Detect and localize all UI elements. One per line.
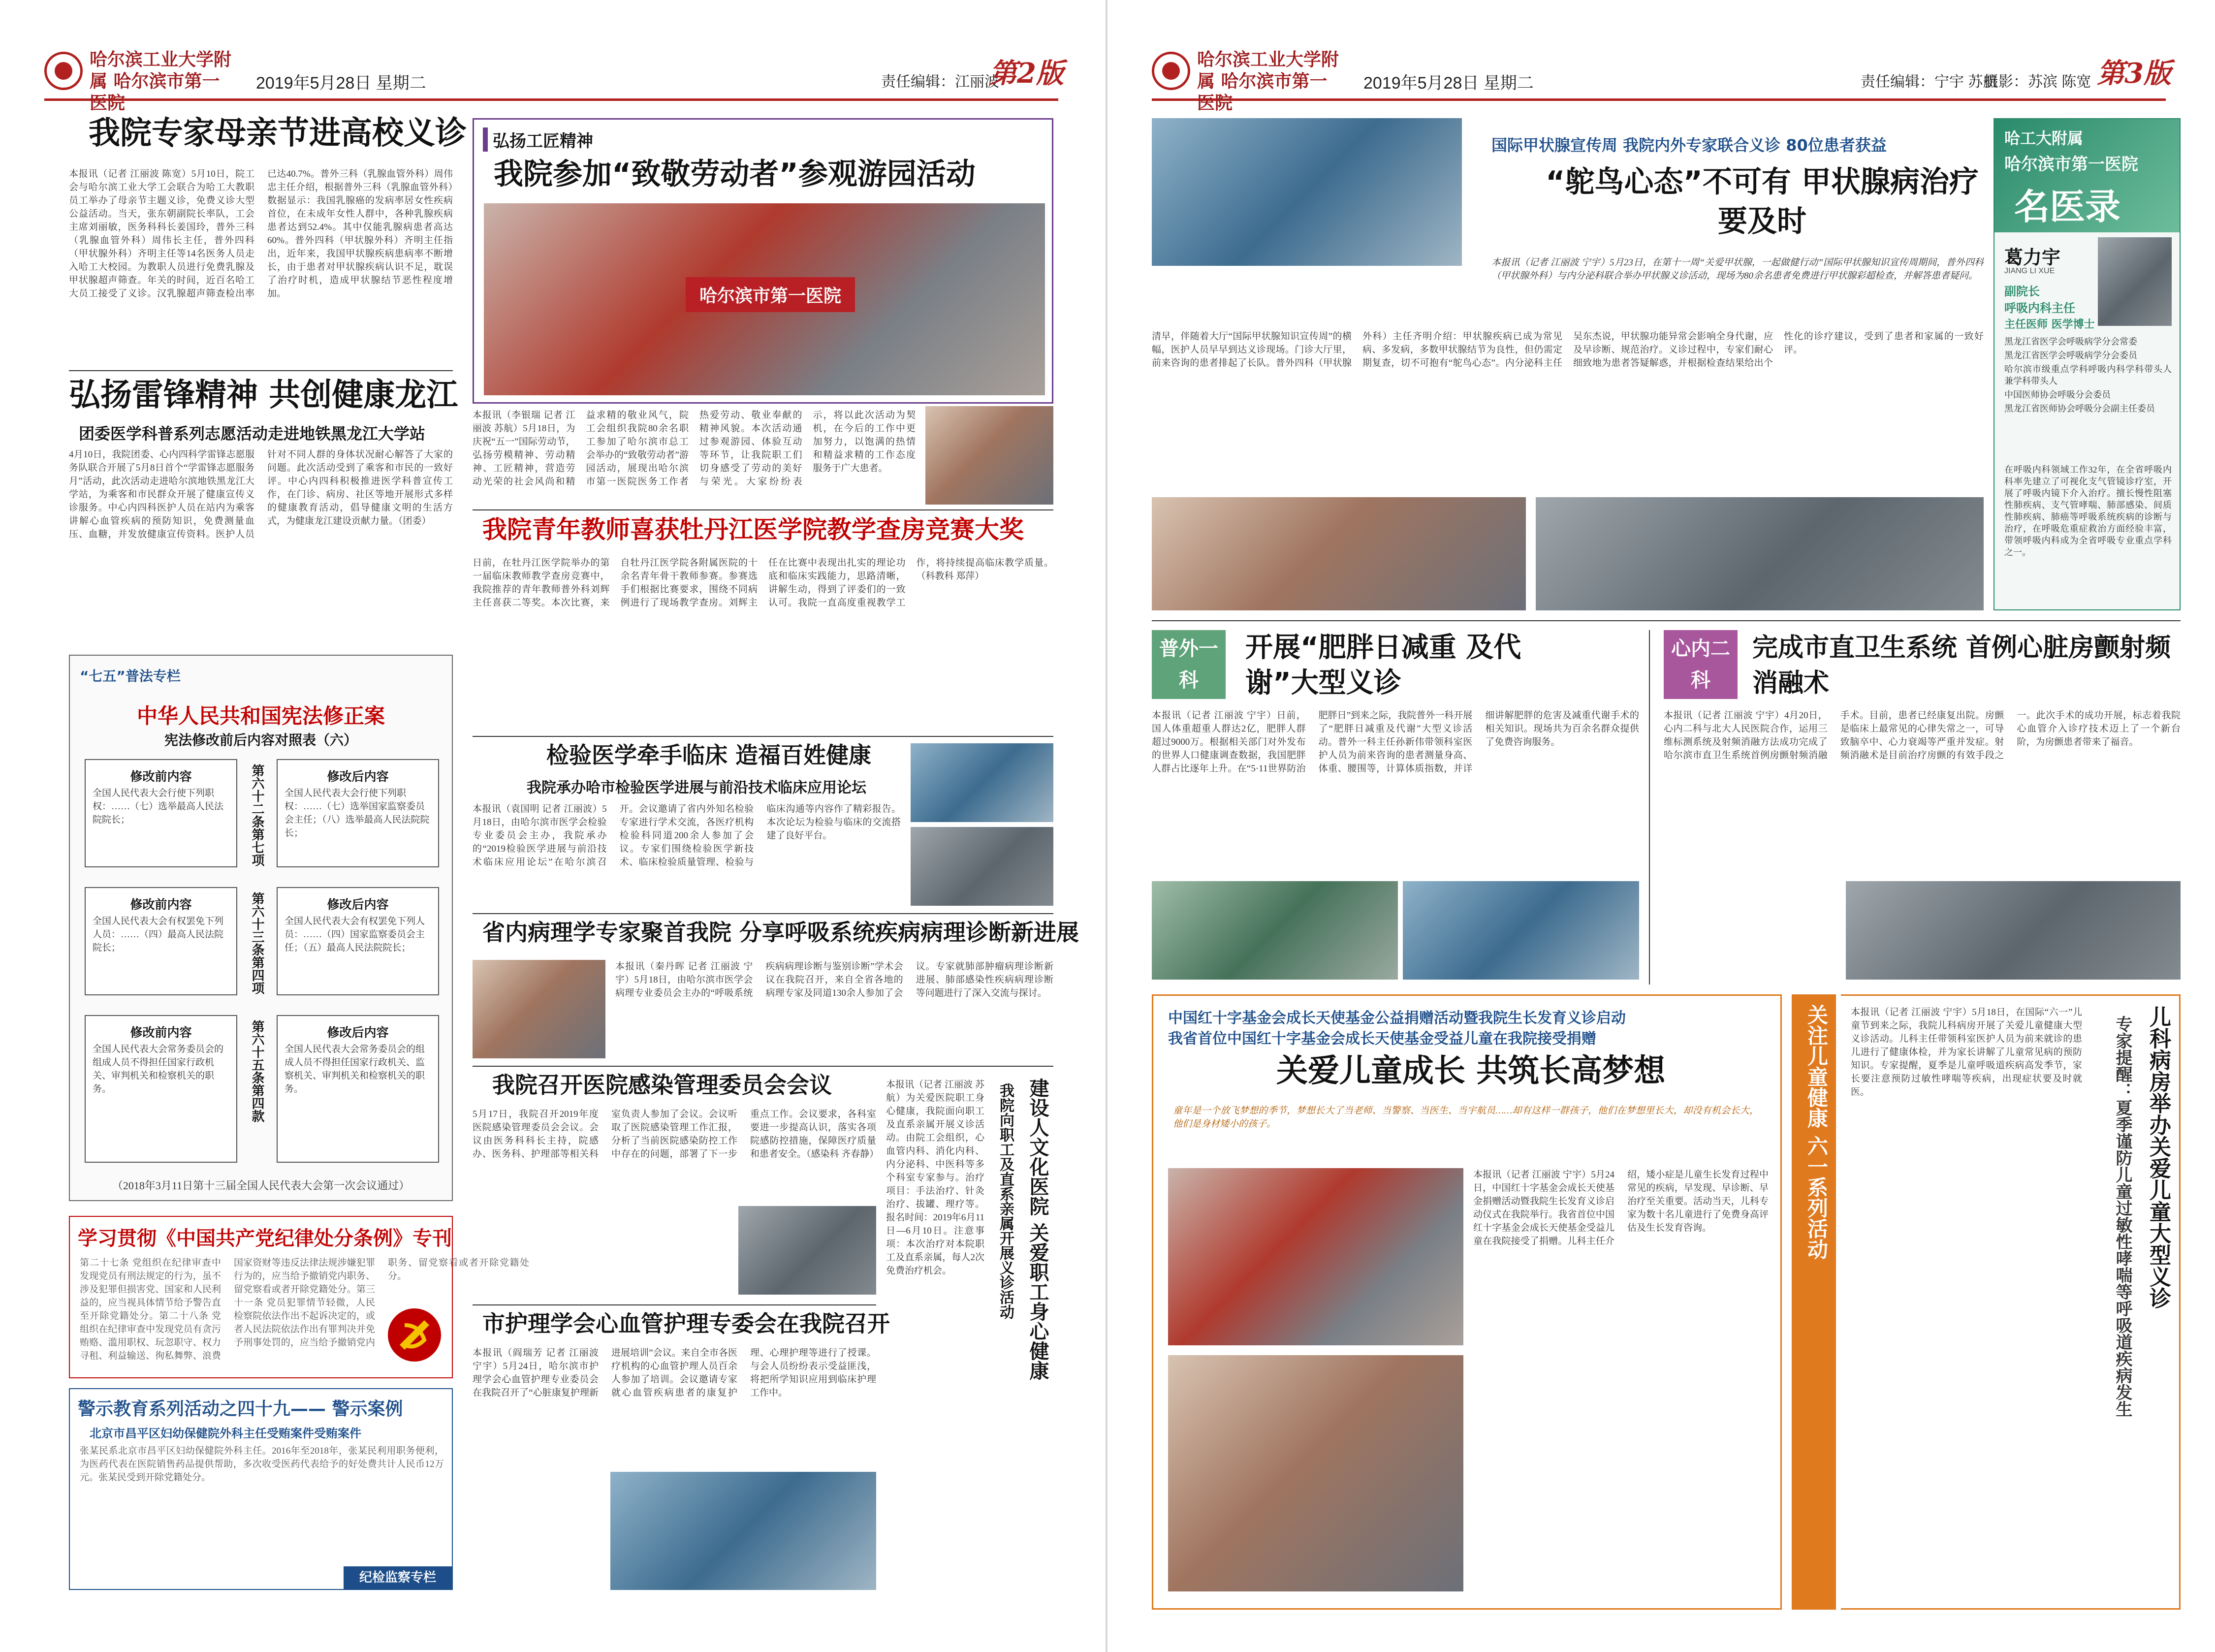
vertical-banner-text: 关注儿童健康 六一系列活动 [1804,1004,1829,1260]
children-photo [1168,1355,1463,1591]
article-headline: 检验医学牵手临床 造福百姓健康 [546,742,872,768]
warning-footer-tag: 纪检监察专栏 [344,1566,452,1589]
warning-body: 张某民系北京市昌平区妇幼保健院外科主任。2016年至2018年，张某民利用职务便利，为医药代表在医院销售药品提供帮助，多次收受医药代表给予的好处费共计人民币12万元。张某民受到开除党籍处分。 [80,1446,444,1483]
banner-line-2: 哈尔滨市第一医院 [2004,155,2138,174]
photo-banner: 哈尔滨市第一医院 [686,277,855,312]
feature-body: 本报讯（李银瑞 记者 江丽波 苏航）5月18日，为庆祝“五一”国际劳动节，弘扬劳模精神、劳动精神、工匠精神，营造劳动光荣的社会风尚和精益求精的敬业风气，院工会组织我院80余名职工参加了哈尔滨市总工会举办的“致敬劳动者”游园活动，展现出哈尔滨市第一医院医务工作者热爱劳动、敬业奉献的精神风貌。本次活动通过参观游园、体验互动等环节，让我院职工们切身感受了劳动的美好与荣光。大家纷纷表示，将以此次活动为契机，在今后的工作中更加努力，以饱满的热情和精益求精的工作态度服务于广大患者。 [473,410,916,487]
article-headline: 我院专家母亲节进高校义诊 [89,115,467,152]
doctor-bio: 在呼吸内科领域工作32年，在全省呼吸内科率先建立了可视化支气管镜诊疗室，开展了呼吸内镜下介入治疗。擅长慢性阻塞性肺疾病、支气管哮喘、肺部感染、间质性肺疾病、肺癌等呼吸系统疾病的诊断与治疗，在呼吸危重症救治方面经验丰富，带领呼吸内科成为全省呼吸专业重点学科之一。 [2004,465,2172,557]
ceremony-photo [1168,1168,1463,1345]
famous-doctor-banner [1994,119,2180,232]
law-after-text: 全国人民代表大会行使下列职权：……（七）选举国家监察委员会主任；（八）选举最高人民法院院长； [285,788,430,838]
lead-body: 清早，伴随着大厅“国际甲状腺知识宣传周”的横幅，医护人员早早到达义诊现场。门诊大厅里，前来咨询的患者排起了长队。普外四科（甲状腺外科）主任齐明介绍：甲状腺疾病已成为常见病、多发病，多数甲状腺结节为良性，但仍需定期复查，切不可抱有“鸵鸟心态”。内分泌科主任吴东杰说，甲状腺功能异常会影响全身代谢，应及早诊断、规范治疗。义诊过程中，专家们耐心细致地为患者答疑解惑，并根据检查结果给出个性化的诊疗建议，受到了患者和家属的一致好评。 [1152,331,1984,368]
forum-photo [911,743,1053,822]
masthead-title: 哈尔滨工业大学附属 哈尔滨市第一医院 [1197,49,1339,113]
article-headline: 开展“肥胖日减重 及代谢”大型义诊 [1245,632,1521,699]
law-before-cell: 修改前内容 全国人民代表大会行使下列职权：……（七）选举最高人民法院院长； [85,759,237,867]
clinic-photo [1152,497,1526,610]
masthead-editor: 责任编辑：江丽波 [881,74,999,90]
vertical-banner [1792,994,1836,1610]
lead-headline: “鸵鸟心态”不可有 甲状腺病治疗要及时 [1546,165,1979,239]
consultation-photo [1152,881,1398,980]
feature-box [473,118,1053,404]
article-body: 4月10日，我院团委、心内四科学雷锋志愿服务队联合开展了5月8日首个“学雷锋志愿服务月”活动，此次活动走进哈尔滨地铁黑龙江大学站，为乘客和市民群众开展了健康宣传义诊服务。中心内四科医护人员在站内为乘客讲解心血管疾病的预防知识，免费测量血压、血糖，并发放健康宣传资料。医护人员针对不同人群的身体状况耐心解答了大家的问题。此次活动受到了乘客和市民的一致好评。中心内四科积极推进医学科普宣传工作，在门诊、病房、社区等地开展形式多样的健康教育活动，倡导健康文明的生活方式，为健康龙江建设贡献力量。（团委） [69,449,453,540]
article-subtitle: 我院承办哈市检验医学进展与前沿技术临床应用论坛 [527,779,866,796]
law-article-label: 第六十二条第七项 [250,764,264,866]
law-subtitle: 宪法修改前后内容对照表（六） [164,732,357,748]
law-after-cell: 修改后内容 全国人民代表大会常务委员会的组成人员不得担任国家行政机关、监察机关、审判机关和检察机关的职务。 [277,1015,439,1163]
masthead-date: 2019年5月28日 星期二 [1363,74,1534,93]
feature-headline: 我院参加“致敬劳动者”参观游园活动 [494,157,976,191]
party-column-box [69,1216,529,1378]
hospital-seal-icon [1152,52,1190,90]
law-before-text: 全国人民代表大会常务委员会的组成人员不得担任国家行政机关、审判机关和检察机关的职务。 [93,1044,224,1094]
department-tag: 普外一科 [1152,630,1226,699]
law-after-text: 全国人民代表大会有权罢免下列人员：……（四）国家监察委员会主任；（五）最高人民法院院长； [285,916,425,953]
hospital-seal-icon [44,52,83,90]
vertical-headline: 建设人文化医院 关爱职工身心健康 [1026,1078,1049,1380]
law-before-text: 全国人民代表大会有权罢免下列人员：……（四）最高人民法院院长； [93,916,224,953]
law-after-cell: 修改后内容 全国人民代表大会有权罢免下列人员：……（四）国家监察委员会主任；（五）最高人民法院院长； [277,887,439,995]
article-headline: 市护理学会心血管护理专委会在我院召开 [482,1310,890,1337]
article-body: 本报讯（记者 江丽波 苏航）为关爱医院职工身心健康，我院面向职工及直系亲属开展义诊活动。由院工会组织，心血管内科、消化内科、内分泌科、中医科等多个科室专家参与。治疗项目：手法治疗、针灸治疗、拔罐、理疗等。报名时间：2019年6月11日—6月10日。注意事项：本次治疗对本院职工及直系亲属，每人2次免费治疗机会。 [886,1080,984,1276]
law-before-cell: 修改前内容 全国人民代表大会有权罢免下列人员：……（四）最高人民法院院长； [85,887,237,995]
warning-title: 警示教育系列活动之四十九—— 警示案例 [78,1399,403,1419]
vertical-subtitle: 专家提醒：夏季谨防儿童过敏性哮喘等呼吸道疾病发生 [2113,1016,2132,1417]
article-body: 本报讯（秦丹晖 记者 江丽波 宁宇）5月18日，由哈尔滨市医学会病理专业委员会主办的“呼吸系统疾病病理诊断与鉴别诊断”学术会议在我院召开，来自全省各地的病理专家及同道130余人参加了会议。专家就肺部肿瘤病理诊断新进展、肺部感染性疾病病理诊断等问题进行了深入交流与探讨。 [615,961,1053,998]
group-photo [484,203,1045,395]
article-headline: 省内病理学专家聚首我院 分享呼吸系统疾病病理诊断新进展 [482,919,1079,946]
masthead-photographer: 摄影：苏滨 陈宽 [1984,74,2091,90]
doctor-portrait [2098,237,2172,326]
article-body: 本报讯（记者 江丽波 宁宇）日前，国人体重超重人群达2亿，肥胖人群超过9000万。根据相关部门对外发布的世界人口健康调查数据，我国肥胖人群占比逐年上升。在“5·11世界防治肥胖日”到来之际，我院普外一科开展了“肥胖日减重及代谢”大型义诊活动。普外一科主任孙新伟带领科室医护人员为前来咨询的患者测量身高、体重、腰围等，计算体质指数，并详细讲解肥胖的危害及减重代谢手术的相关知识。现场共为百余名群众提供了免费咨询服务。 [1152,710,1639,774]
article-body: 本报讯（记者 江丽波 宁宇）5月18日，在国际“六一”儿童节到来之际，我院儿科病房开展了关爱儿童健康大型义诊活动。儿科主任带领科室医护人员为前来就诊的患儿进行了健康体检，并为家长讲解了儿童常见病的预防知识。专家提醒，夏季是儿童呼吸道疾病高发季节，家长要注意预防过敏性哮喘等疾病，出现症状要及时就医。 [1851,1007,2082,1097]
surgery-photo [1846,881,2181,980]
doctor-pinyin: JIANG LI XUE [2004,267,2055,275]
feature-kicker: 弘扬工匠精神 [483,127,593,152]
article-subtitle: 团委医学科普系列志愿活动走进地铁黑龙江大学站 [79,424,426,443]
law-before-cell: 修改前内容 全国人民代表大会常务委员会的组成人员不得担任国家行政机关、审判机关和检察机关的职务。 [85,1015,237,1163]
article-body: 本报讯（记者 江丽波 宁宇）4月20日，心内二科与北大人民医院合作，运用三维标测系统及射频消融方法成功完成了哈尔滨市直卫生系统首例房颤射频消融手术。目前，患者已经康复出院。房颤是临床上最常见的心律失常之一，可导致脑卒中、心力衰竭等严重并发症。射频消融术是目前治疗房颤的有效手段之一。此次手术的成功开展，标志着我院心血管介入诊疗技术迈上了一个新台阶，为房颤患者带来了福音。 [1664,710,2181,761]
clinic-photo [1152,118,1462,266]
doctor-role: 呼吸内科主任 [2004,301,2075,315]
banner-line-3: 名医录 [2014,186,2121,227]
law-before-text: 全国人民代表大会行使下列职权：……（七）选举最高人民法院院长； [93,788,224,825]
consultation-photo [1403,881,1639,980]
masthead-page-3 [1152,47,2171,113]
law-section-tag: “七五”普法专栏 [80,668,181,684]
law-article-label: 第六十五条第四款 [250,1020,264,1122]
party-body: 第二十七条 党组织在纪律审查中发现党员有刑法规定的行为，虽不涉及犯罪但损害党、国家和人民利益的，应当视具体情节给予警告直至开除党籍处分。第二十八条 党组织在纪律审查中发现党员有贪污贿赂、滥用职权、玩忽职守、权力寻租、利益输送、徇私舞弊、浪费国家资财等违反法律法规涉嫌犯罪行为的，应当给予撤销党内职务、留党察看或者开除党籍处分。第三十一条 党员犯罪情节轻微，人民检察院依法作出不起诉决定的，或者人民法院依法作出有罪判决并免予刑事处罚的，应当给予撤销党内职务、留党察看或者开除党籍处分。 [80,1258,529,1361]
activity-photo [925,406,1053,505]
warning-column-box [69,1388,453,1590]
article-body: 5月17日，我院召开2019年度医院感染管理委员会会议。会议由医务科科长主持，院感办、医务科、护理部等相关科室负责人参加了会议。会议听取了医院感染管理工作汇报，分析了当前医院感染防控工作中存在的问题，部署了下一步重点工作。会议要求，各科室要进一步提高认识，落实各项院感防控措施，保障医疗质量和患者安全。（感染科 齐春静） [473,1109,879,1159]
law-after-text: 全国人民代表大会常务委员会的组成人员不得担任国家行政机关、监察机关、审判机关和检察机关的职务。 [285,1044,425,1094]
article-kicker: 国际甲状腺宣传周 我院内外专家联合义诊 80位患者获益 [1491,136,1887,155]
law-title: 中华人民共和国宪法修正案 [136,704,385,728]
masthead-title: 哈尔滨工业大学附属 哈尔滨市第一医院 [90,49,232,113]
masthead-editor: 责任编辑：宁宇 苏航 [1861,74,1998,90]
meeting-photo [738,1206,876,1295]
department-tag: 心内二科 [1664,630,1738,699]
banner-line-1: 哈工大附属 [2004,129,2084,148]
article-body: 本报讯（阎瑞芳 记者 江丽波 宁宇）5月24日，哈尔滨市护理学会心血管护理专业委员会在我院召开了“心脏康复护理新进展培训”会议。来自全市各医疗机构的心血管护理人员百余人参加了培训。会议邀请专家就心血管疾病患者的康复护理、心理护理等进行了授课。与会人员纷纷表示受益匪浅，将把所学知识应用到临床护理工作中。 [473,1348,876,1398]
law-after-cell: 修改后内容 全国人民代表大会行使下列职权：……（七）选举国家监察委员会主任；（八）选举最高人民法院院长； [277,759,439,867]
famous-doctor-box [1994,118,2181,610]
children-feature-box [1152,994,1782,1610]
article-headline: 我院青年教师喜获牡丹江医学院教学查房竞赛大奖 [482,515,1024,544]
page-number: 第3版 [2097,57,2171,90]
vertical-subtitle: 我院向职工及直系亲属开展义诊活动 [997,1083,1014,1319]
article-body: 本报讯（记者 江丽波 陈宽）5月10日，院工会与哈尔滨工业大学工会联合为哈工大教职员工举办了母亲节主题义诊，免费义诊大型公益活动。当天，张东朝副院长率队，工会主席刘丽敏，医务科科长姜国玲，普外三科（乳腺血管外科）周伟长主任，普外四科（甲状腺外科）齐明主任等14名医务人员走入哈工大校园。为教职人员进行免费乳腺及甲状腺超声筛查。年关的时间，近百名哈工大员工接受了义诊。汉乳腺超声筛查检出率已达40.7%。普外三科（乳腺血管外科）周伟忠主任介绍，根据普外三科（乳腺血管外科）数据显示：我国乳腺癌的发病率居女性疾病首位，在未成年女性人群中，各种乳腺疾病患者达到52.4%。其中仅能乳腺病患者高达60%。普外四科（甲状腺外科）齐明主任指出，近年来，我国甲状腺疾病患病率不断增长，由于患者对甲状腺疾病认识不足，耽误了治疗时机，造成甲状腺结节恶性程度增加。 [69,169,453,299]
article-body: 本报讯（袁国明 记者 江丽波）5月18日，由哈尔滨市医学会检验专业委员会主办，我院承办的“2019检验医学进展与前沿技术临床应用论坛”在哈尔滨召开。会议邀请了省内外知名检验专家进行学术交流，各医疗机构检验科同道200余人参加了会议。专家们围绕检验医学新技术、临床检验质量管理、检验与临床沟通等内容作了精彩报告。本次论坛为检验与临床的交流搭建了良好平台。 [473,804,901,867]
page-number: 第2版 [989,57,1064,90]
feature-headline: 关爱儿童成长 共筑长高梦想 [1276,1053,1666,1089]
masthead-date: 2019年5月28日 星期二 [256,74,426,93]
article-body: 日前，在牡丹江医学院举办的第一届临床教师教学查房竞赛中，我院推荐的青年教师普外科刘辉主任喜获二等奖。本次比赛，来自牡丹江医学院各附属医院的十余名青年骨干教师参赛。参赛选手们根据比赛要求，围绕不同病例进行了现场教学查房。刘辉主任在比赛中表现出扎实的理论功底和临床实践能力，思路清晰，讲解生动，得到了评委们的一致认可。我院一直高度重视教学工作，将持续提高临床教学质量。（科教科 郑萍） [473,558,1053,608]
lead-intro: 本报讯（记者 江丽波 宁宇）5月23日，在第十一周“关爱甲状腺，一起做健行动”国际甲状腺知识宣传周期间，普外四科（甲状腺外科）与内分泌科联合举办甲状腺义诊活动，现场为80余名患者免费进行甲状腺彩超检查，并解答患者疑问。 [1491,257,1984,281]
doctor-titles: 黑龙江省医学会呼吸病学分会常委 黑龙江省医学会呼吸病学分会委员 哈尔滨市级重点学科呼吸内科学科带头人兼学科带头人 中国医师协会呼吸分会委员 黑龙江省医师协会呼吸分会副主任委员 [2004,337,2172,413]
pediatric-article-box [1841,994,2181,1610]
masthead-page-2 [44,47,1064,113]
doctor-role: 主任医师 医学博士 [2004,318,2095,331]
feature-body: 本报讯（记者 江丽波 宁宇）5月24日，中国红十字基金会成长天使基金捐赠活动暨我院生长发育义诊启动仪式在我院举行。我省首位中国红十字基金会成长天使基金受益儿童在我院接受了捐赠。儿科主任介绍，矮小症是儿童生长发育过程中常见的疾病，早发现、早诊断、早治疗至关重要。活动当天，儿科专家为数十名儿童进行了免费身高评估及生长发育咨询。 [1473,1170,1769,1246]
law-article-label: 第六十三条第四项 [250,892,264,994]
feature-line: 我省首位中国红十字基金会成长天使基金受益儿童在我院接受捐赠 [1168,1030,1596,1048]
warning-subtitle: 北京市昌平区妇幼保健院外科主任受贿案件受贿案件 [90,1427,361,1440]
article-headline: 我院召开医院感染管理委员会会议 [492,1072,832,1098]
party-emblem-icon [385,1305,444,1365]
article-headline: 弘扬雷锋精神 共创健康龙江 [69,377,458,413]
forum-photo [911,827,1053,906]
clinic-photo [1536,497,1984,610]
vertical-headline: 儿科病房举办关爱儿童大型义诊 [2146,1006,2171,1309]
law-note: （2018年3月11日第十三届全国人民代表大会第一次会议通过） [112,1179,410,1192]
training-photo [610,1472,876,1590]
newspaper-page-3 [1108,0,2215,1652]
law-column-box [69,655,453,1201]
doctor-name: 葛力宇 [2004,247,2061,268]
doctor-role: 副院长 [2004,285,2040,298]
party-title: 学习贯彻《中国共产党纪律处分条例》专刊 [78,1227,452,1250]
pathology-photo [473,960,605,1058]
feature-intro: 童年是一个放飞梦想的季节，梦想长大了当老师、当警察、当医生、当宇航员……却有这样一群孩子，他们在梦想里长大，却没有机会长大，他们是身材矮小的孩子。 [1173,1106,1759,1129]
feature-line: 中国红十字基金会成长天使基金公益捐赠活动暨我院生长发育义诊启动 [1168,1010,1626,1027]
article-headline: 完成市直卫生系统 首例心脏房颤射频消融术 [1752,633,2171,698]
